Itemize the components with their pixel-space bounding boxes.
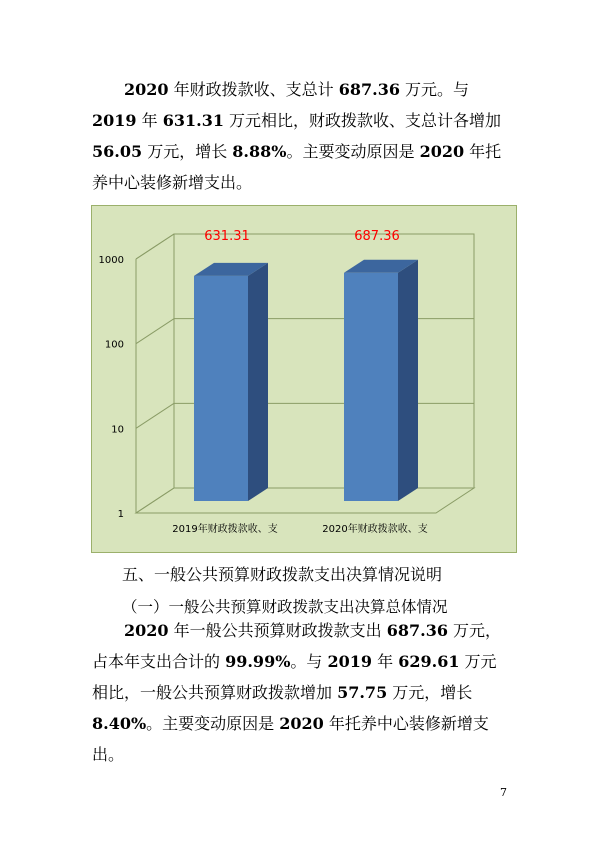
year-2019: 2019	[92, 111, 137, 130]
gridline-depth	[136, 319, 174, 344]
text: 万元，占本年支出合计的	[92, 621, 502, 671]
y-tick-label: 100	[104, 339, 124, 351]
total-2019: 631.31	[162, 111, 224, 130]
increase-amount: 57.75	[337, 683, 388, 702]
share-percent: 99.99%	[225, 652, 291, 671]
text: 万元相比，一般公共预算财政拨款增加	[92, 652, 497, 702]
text: 万元，增长	[387, 683, 473, 702]
year-2020: 2020	[279, 714, 324, 733]
text: 。主要变动原因是	[286, 142, 420, 161]
y-tick-label: 1000	[98, 255, 124, 266]
chart-floor	[136, 488, 474, 513]
text: 。主要变动原因是	[146, 714, 280, 733]
growth-rate: 8.88%	[232, 142, 287, 161]
growth-rate: 8.40%	[92, 714, 147, 733]
text: 万元相比，财政拨款收、支总计各增加	[223, 111, 502, 130]
y-tick-label: 1	[117, 509, 124, 520]
text: 年	[372, 652, 399, 671]
text: 万元，增长	[142, 142, 233, 161]
total-2020: 687.36	[338, 80, 400, 99]
section-heading: 五、一般公共预算财政拨款支出决算情况说明	[122, 565, 443, 584]
bar-side	[248, 263, 268, 501]
text: 年托养中心装修新增支出。	[92, 142, 502, 192]
text: 年托养中心装修新增支出。	[92, 714, 489, 764]
budget-bar-chart	[91, 205, 517, 553]
data-label: 631.31	[204, 229, 250, 244]
expenditure-paragraph	[92, 615, 512, 770]
year-2020: 2020	[124, 80, 169, 99]
year-2019: 2019	[327, 652, 373, 671]
year-2020: 2020	[419, 142, 465, 161]
chart-canvas	[92, 206, 516, 552]
text: 。与	[290, 652, 328, 671]
gridline-depth	[136, 488, 174, 513]
x-tick-label: 2019年财政拨款收、支	[172, 524, 278, 535]
budget-summary-paragraph	[92, 74, 512, 198]
data-label: 687.36	[354, 229, 400, 244]
section-subheading: （一）一般公共预算财政拨款支出决算总体情况	[122, 598, 448, 616]
text: 年一般公共预算财政拨款支出	[168, 621, 387, 640]
y-tick-label: 10	[111, 424, 124, 436]
year-2020: 2020	[124, 621, 169, 640]
text: 年	[136, 111, 163, 130]
gridline-depth	[136, 234, 174, 259]
page-number: 7	[500, 786, 507, 799]
gridline-depth	[136, 403, 174, 428]
bar-front	[344, 273, 398, 501]
expenditure-2019: 629.61	[398, 652, 460, 671]
bar-side	[398, 260, 418, 501]
x-tick-label: 2020年财政拨款收、支	[322, 524, 428, 535]
increase-amount: 56.05	[92, 142, 143, 161]
text: 万元。与	[399, 80, 470, 99]
text: 年财政拨款收、支总计	[168, 80, 339, 99]
bar-front	[194, 276, 248, 501]
expenditure-2020: 687.36	[386, 621, 448, 640]
